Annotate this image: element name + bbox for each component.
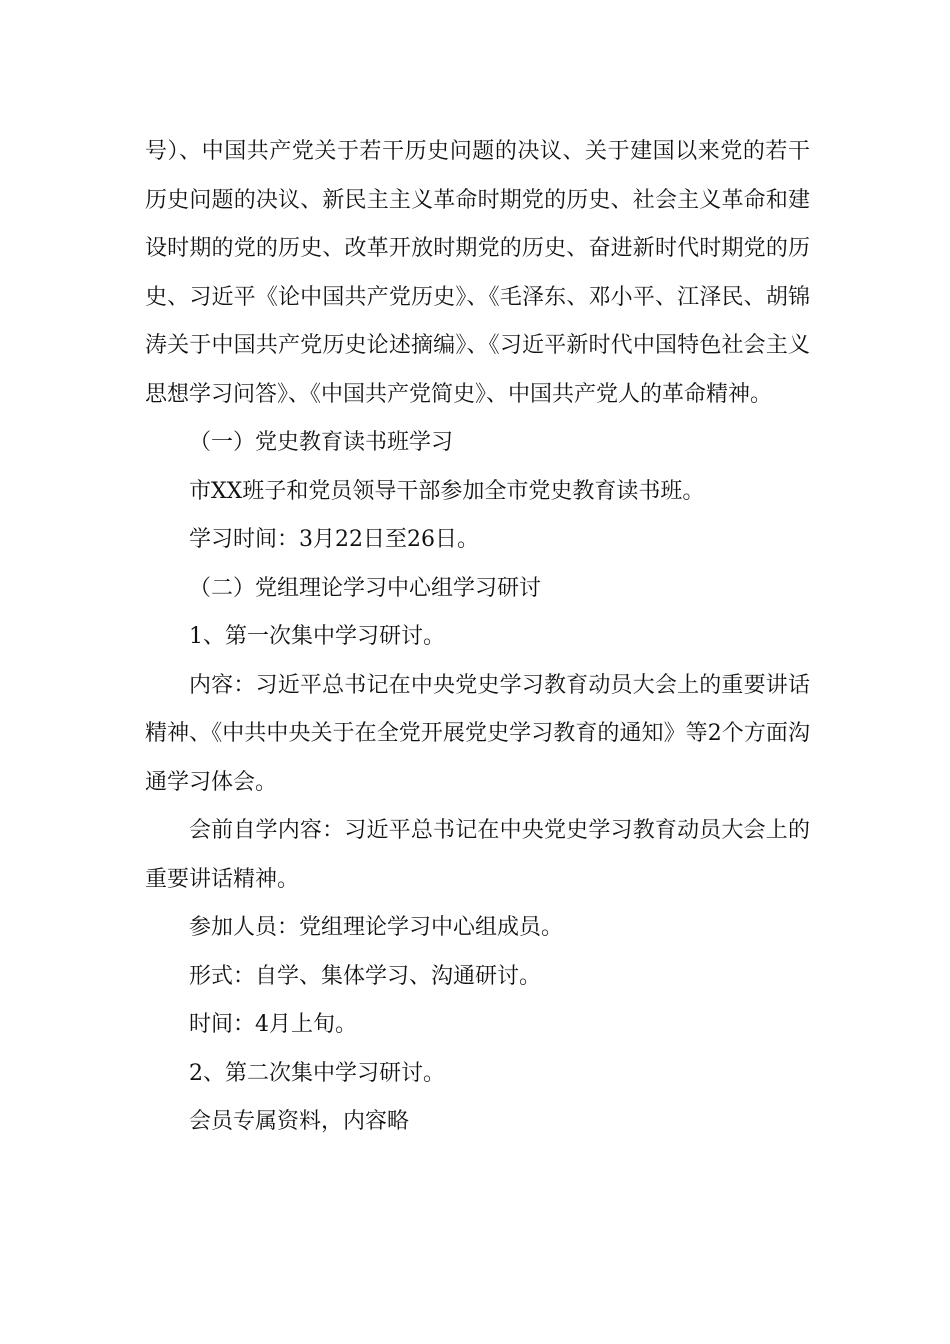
paragraph-participants: 市XX班子和党员领导干部参加全市党史教育读书班。 (189, 478, 705, 504)
paragraph-continued-reading-list: 号）、中国共产党关于若干历史问题的决议、关于建国以来党的若干历史问题的决议、新民主主义革命时期党的历史、社会主义革命和建设时期的党的历史、改革开放时期党的历史、奋进新时代时期党的历史、习近平《论中国共产党历史》、《毛泽东、邓小平、江泽民、胡锦涛关于中国共产党历史论述摘编》、《习近平新时代中国特色社会主义思想学习问答》、《中国共产党简史》、中国共产党人的革命精神。 (145, 139, 810, 407)
section-heading-theory-study: （二）党组理论学习中心组学习研讨 (189, 575, 542, 601)
paragraph-study-time: 学习时间：3月22日至26日。 (189, 527, 479, 552)
item-heading-second-session: 2、第二次集中学习研讨。 (189, 1060, 445, 1086)
item-heading-first-session: 1、第一次集中学习研讨。 (189, 624, 445, 649)
paragraph-members-only-note: 会员专属资料，内容略 (189, 1109, 410, 1134)
paragraph-attendees: 参加人员：党组理论学习中心组成员。 (189, 915, 564, 940)
paragraph-format: 形式：自学、集体学习、沟通研讨。 (189, 963, 542, 989)
document-page (145, 128, 810, 1147)
paragraph-time: 时间：4月上旬。 (189, 1012, 357, 1037)
paragraph-content: 内容：习近平总书记在中央党史学习教育动员大会上的重要讲话精神、《中共中央关于在全党开展党史学习教育的通知》等2个方面沟通学习体会。 (145, 672, 810, 795)
paragraph-self-study: 会前自学内容：习近平总书记在中央党史学习教育动员大会上的重要讲话精神。 (145, 818, 810, 892)
section-heading-reading-class: （一）党史教育读书班学习 (189, 430, 454, 455)
